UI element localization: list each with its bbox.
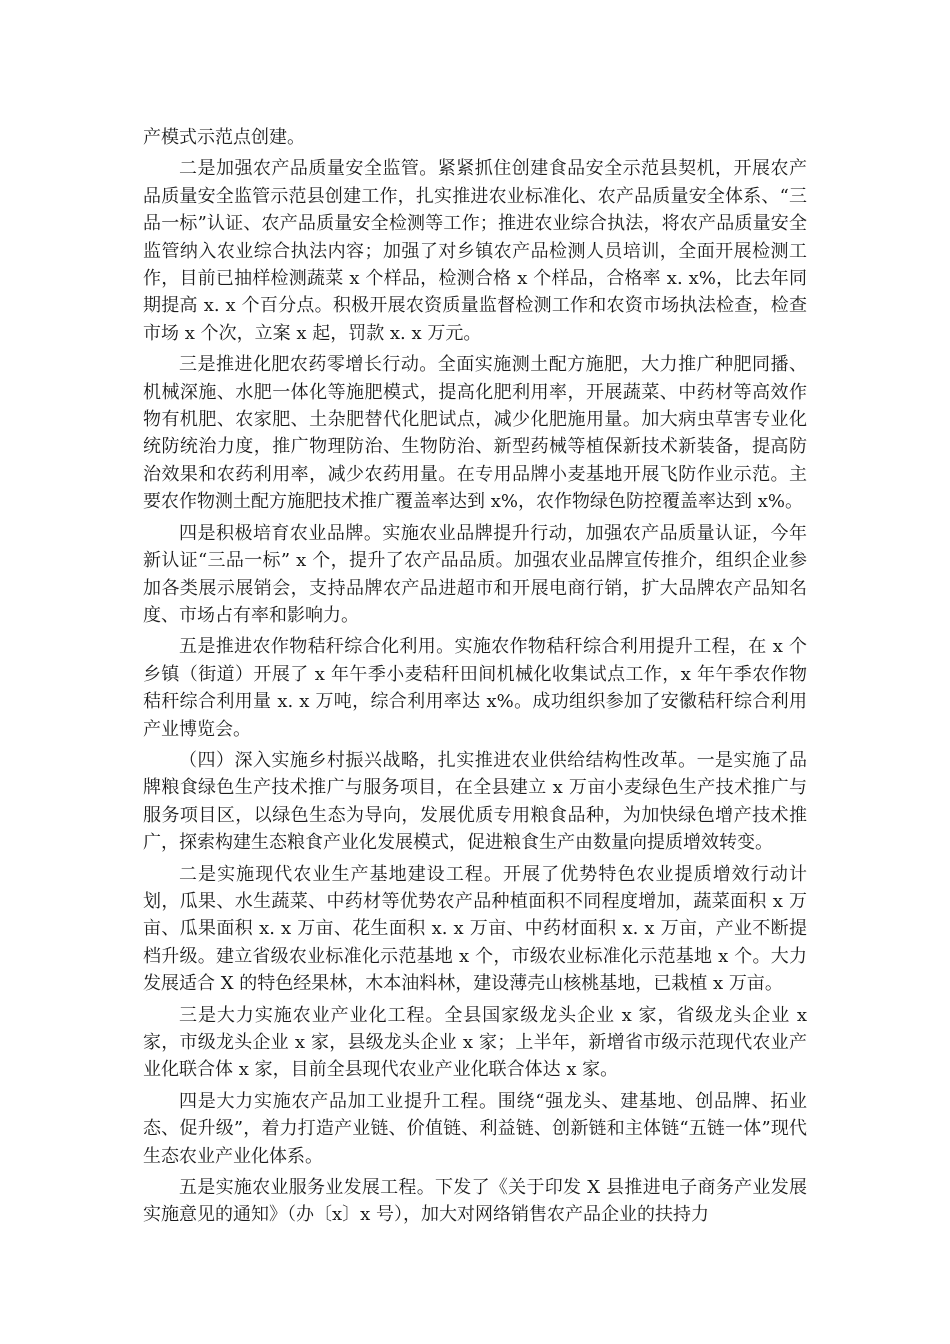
paragraph-9: 四是大力实施农产品加工业提升工程。围绕“强龙头、建基地、创品牌、拓业态、促升级”，着力打造产业链、价值链、利益链、创新链和主体链“五链一体”现代生态农业产业化体系。 <box>143 1090 807 1167</box>
paragraph-5: 五是推进农作物秸秆综合化利用。实施农作物秸秆综合利用提升工程，在 x 个乡镇（街道）开展了 x 年午季小麦秸秆田间机械化收集试点工作，x 年午季农作物秸秆综合利用量 x. x 万吨，综合利用率达 x%。成功组织参加了安徽秸秆综合利用产业博览会。 <box>143 636 807 740</box>
paragraph-2: 二是加强农产品质量安全监管。紧紧抓住创建食品安全示范县契机，开展农产品质量安全监管示范县创建工作，扎实推进农业标准化、农产品质量安全体系、“三品一标”认证、农产品质量安全检测等工作；推进农业综合执法，将农产品质量安全监管纳入农业综合执法内容；加强了对乡镇农产品检测人员培训，全面开展检测工作，目前已抽样检测蔬菜 x 个样品，检测合格 x 个样品，合格率 x. x%，比去年同期提高 x. x 个百分点。积极开展农资质量监督检测工作和农资市场执法检查，检查市场 x 个次，立案 x 起，罚款 x. x 万元。 <box>143 158 807 344</box>
paragraph-10: 五是实施农业服务业发展工程。下发了《关于印发 X 县推进电子商务产业发展实施意见的通知》（办〔x〕x 号），加大对网络销售农产品企业的扶持力 <box>143 1177 807 1226</box>
paragraph-4: 四是积极培育农业品牌。实施农业品牌提升行动，加强农产品质量认证，今年新认证“三品一标” x 个，提升了农产品品质。加强农业品牌宣传推介，组织企业参加各类展示展销会，支持品牌农产品进超市和开展电商行销，扩大品牌农产品知名度、市场占有率和影响力。 <box>143 522 807 626</box>
paragraph-6: （四）深入实施乡村振兴战略，扎实推进农业供给结构性改革。一是实施了品牌粮食绿色生产技术推广与服务项目，在全县建立 x 万亩小麦绿色生产技术推广与服务项目区，以绿色生态为导向，发展优质专用粮食品种，为加快绿色增产技术推广，探索构建生态粮食产业化发展模式，促进粮食生产由数量向提质增效转变。 <box>143 749 807 854</box>
document-body <box>143 124 807 1229</box>
paragraph-8: 三是大力实施农业产业化工程。全县国家级龙头企业 x 家，省级龙头企业 x 家，市级龙头企业 x 家，县级龙头企业 x 家；上半年，新增省市级示范现代农业产业化联合体 x 家，目前全县现代农业产业化联合体达 x 家。 <box>143 1004 807 1081</box>
paragraph-3: 三是推进化肥农药零增长行动。全面实施测土配方施肥，大力推广种肥同播、机械深施、水肥一体化等施肥模式，提高化肥利用率，开展蔬菜、中药材等高效作物有机肥、农家肥、土杂肥替代化肥试点，减少化肥施用量。加大病虫草害专业化统防统治力度，推广物理防治、生物防治、新型药械等植保新技术新装备，提高防治效果和农药利用率，减少农药用量。在专用品牌小麦基地开展飞防作业示范。主要农作物测土配方施肥技术推广覆盖率达到 x%，农作物绿色防控覆盖率达到 x%。 <box>143 354 807 513</box>
paragraph-7: 二是实施现代农业生产基地建设工程。开展了优势特色农业提质增效行动计划，瓜果、水生蔬菜、中药材等优势农产品种植面积不同程度增加，蔬菜面积 x 万亩、瓜果面积 x. x 万亩、花生面积 x. x 万亩、中药材面积 x. x 万亩，产业不断提档升级。建立省级农业标准化示范基地 x 个，市级农业标准化示范基地 x 个。大力发展适合 X 的特色经果林，木本油料林，建设薄壳山核桃基地，已栽植 x 万亩。 <box>143 863 807 995</box>
paragraph-1: 产模式示范点创建。 <box>143 127 305 148</box>
